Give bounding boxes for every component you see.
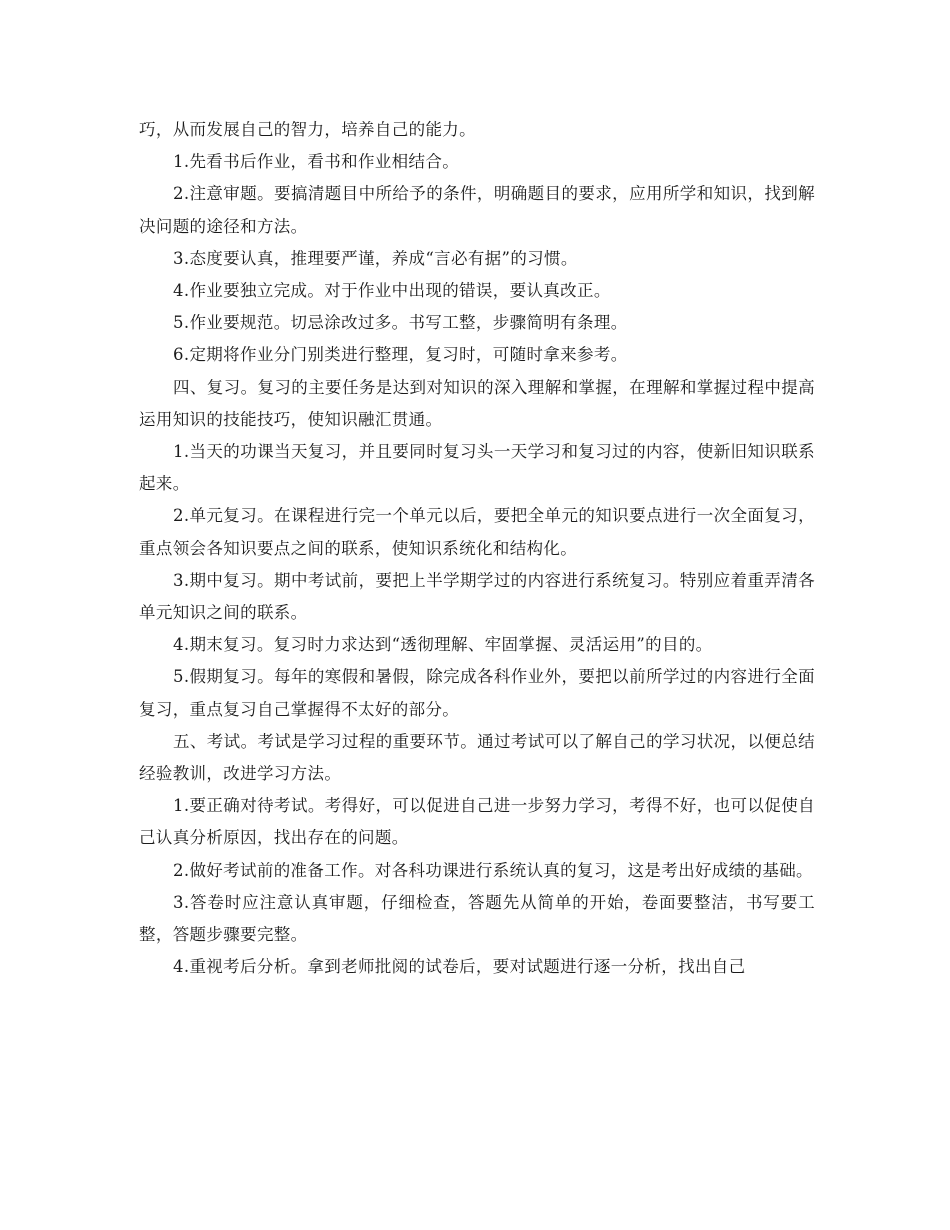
section-heading-exam: 五、考试。考试是学习过程的重要环节。通过考试可以了解自己的学习状况，以便总结经验教训，改进学习方法。	[139, 731, 815, 784]
paragraph-homework-4: 4.作业要独立完成。对于作业中出现的错误，要认真改正。	[173, 281, 611, 301]
paragraph-continuation: 巧，从而发展自己的智力，培养自己的能力。	[139, 120, 476, 139]
paragraph-review-1: 1.当天的功课当天复习，并且要同时复习头一天学习和复习过的内容，使新旧知识联系起来。	[139, 442, 815, 494]
document-body	[139, 114, 815, 983]
paragraph-review-2: 2.单元复习。在课程进行完一个单元以后，要把全单元的知识要点进行一次全面复习，重点领会各知识要点之间的联系，使知识系统化和结构化。	[139, 506, 815, 558]
paragraph-review-5: 5.假期复习。每年的寒假和暑假，除完成各科作业外，要把以前所学过的内容进行全面复习，重点复习自己掌握得不太好的部分。	[139, 667, 815, 719]
paragraph-review-4: 4.期末复习。复习时力求达到“透彻理解、牢固掌握、灵活运用”的目的。	[173, 635, 713, 655]
section-heading-review: 四、复习。复习的主要任务是达到对知识的深入理解和掌握，在理解和掌握过程中提高运用知识的技能技巧，使知识融汇贯通。	[139, 377, 815, 429]
paragraph-homework-1: 1.先看书后作业，看书和作业相结合。	[173, 152, 460, 172]
paragraph-exam-2: 2.做好考试前的准备工作。对各科功课进行系统认真的复习，这是考出好成绩的基础。	[173, 860, 813, 880]
paragraph-homework-6: 6.定期将作业分门别类进行整理，复习时，可随时拿来参考。	[173, 345, 628, 365]
paragraph-exam-4: 4.重视考后分析。拿到老师批阅的试卷后，要对试题进行逐一分析，找出自己	[173, 957, 746, 977]
paragraph-homework-3: 3.态度要认真，推理要严谨，养成“言必有据”的习惯。	[173, 248, 578, 268]
paragraph-homework-2: 2.注意审题。要搞清题目中所给予的条件，明确题目的要求，应用所学和知识，找到解决问题的途径和方法。	[139, 184, 815, 236]
paragraph-review-3: 3.期中复习。期中考试前，要把上半学期学过的内容进行系统复习。特别应着重弄清各单元知识之间的联系。	[139, 570, 815, 623]
paragraph-exam-3: 3.答卷时应注意认真审题，仔细检查，答题先从简单的开始，卷面要整洁，书写要工整，答题步骤要完整。	[139, 892, 815, 945]
paragraph-homework-5: 5.作业要规范。切忌涂改过多。书写工整，步骤简明有条理。	[173, 313, 628, 333]
paragraph-exam-1: 1.要正确对待考试。考得好，可以促进自己进一步努力学习，考得不好，也可以促使自己认真分析原因，找出存在的问题。	[139, 796, 815, 848]
